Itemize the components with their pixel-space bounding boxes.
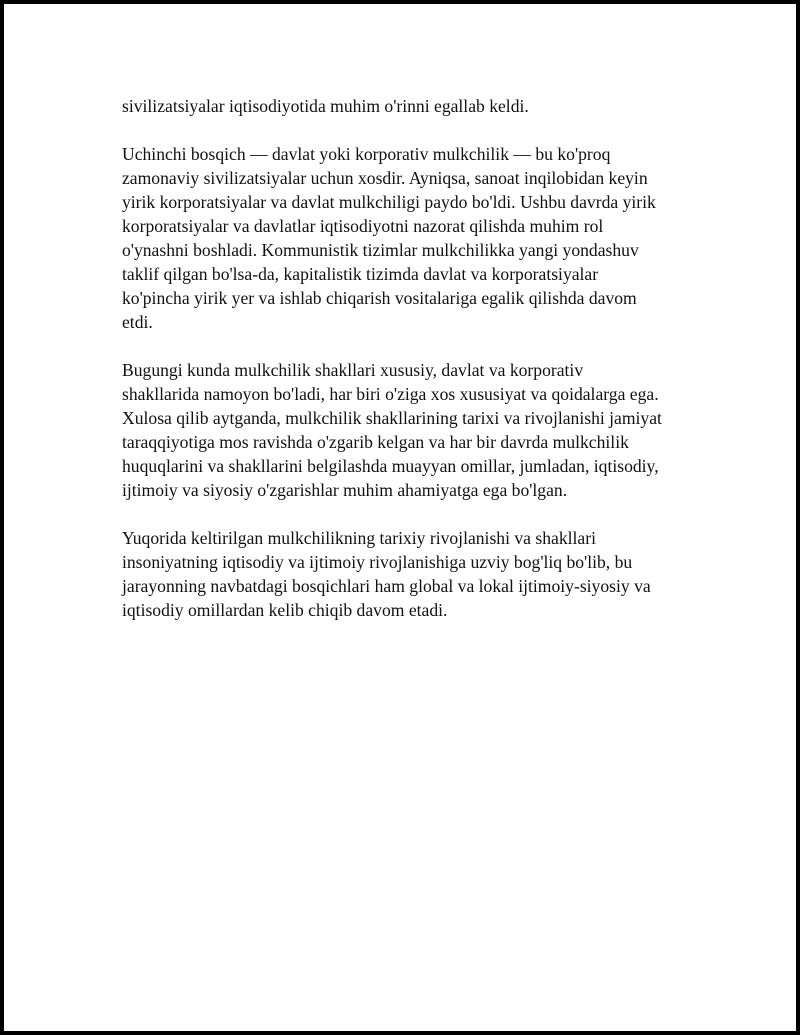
paragraph-1 — [122, 94, 702, 118]
text-line: shakllarida namoyon bo'ladi, har biri o'ziga xos xususiyat va qoidalarga ega. — [122, 384, 659, 404]
text-line: ko'pincha yirik yer va ishlab chiqarish vositalariga egalik qilishda davom — [122, 288, 637, 308]
text-line: ijtimoiy va siyosiy o'zgarishlar muhim ahamiyatga ega bo'lgan. — [122, 480, 568, 500]
paragraph-2 — [122, 142, 702, 334]
document-body — [122, 94, 702, 646]
text-line: yirik korporatsiyalar va davlat mulkchiligi paydo bo'ldi. Ushbu davrda yirik — [122, 192, 656, 212]
text-line: Bugungi kunda mulkchilik shakllari xususiy, davlat va korporativ — [122, 360, 584, 380]
text-line: taklif qilgan bo'lsa-da, kapitalistik tizimda davlat va korporatsiyalar — [122, 264, 599, 284]
text-line: o'ynashni boshladi. Kommunistik tizimlar mulkchilikka yangi yondashuv — [122, 240, 639, 260]
text-line: korporatsiyalar va davlatlar iqtisodiyotni nazorat qilishda muhim rol — [122, 216, 604, 236]
text-line: Uchinchi bosqich — davlat yoki korporativ mulkchilik — bu ko'proq — [122, 144, 611, 164]
text-line: insoniyatning iqtisodiy va ijtimoiy rivojlanishiga uzviy bog'liq bo'lib, bu — [122, 552, 633, 572]
text-line: sivilizatsiyalar iqtisodiyotida muhim o'rinni egallab keldi. — [122, 96, 529, 116]
text-line: iqtisodiy omillardan kelib chiqib davom etadi. — [122, 600, 448, 620]
text-line: huquqlarini va shakllarini belgilashda muayyan omillar, jumladan, iqtisodiy, — [122, 456, 659, 476]
text-line: Xulosa qilib aytganda, mulkchilik shakllarining tarixi va rivojlanishi jamiyat — [122, 408, 662, 428]
text-line: jarayonning navbatdagi bosqichlari ham global va lokal ijtimoiy-siyosiy va — [122, 576, 651, 596]
text-line: taraqqiyotiga mos ravishda o'zgarib kelgan va har bir davrda mulkchilik — [122, 432, 629, 452]
paragraph-4 — [122, 526, 702, 622]
text-line: zamonaviy sivilizatsiyalar uchun xosdir. Ayniqsa, sanoat inqilobidan keyin — [122, 168, 648, 188]
text-line: etdi. — [122, 312, 153, 332]
paragraph-3 — [122, 358, 702, 502]
text-line: Yuqorida keltirilgan mulkchilikning tarixiy rivojlanishi va shakllari — [122, 528, 596, 548]
